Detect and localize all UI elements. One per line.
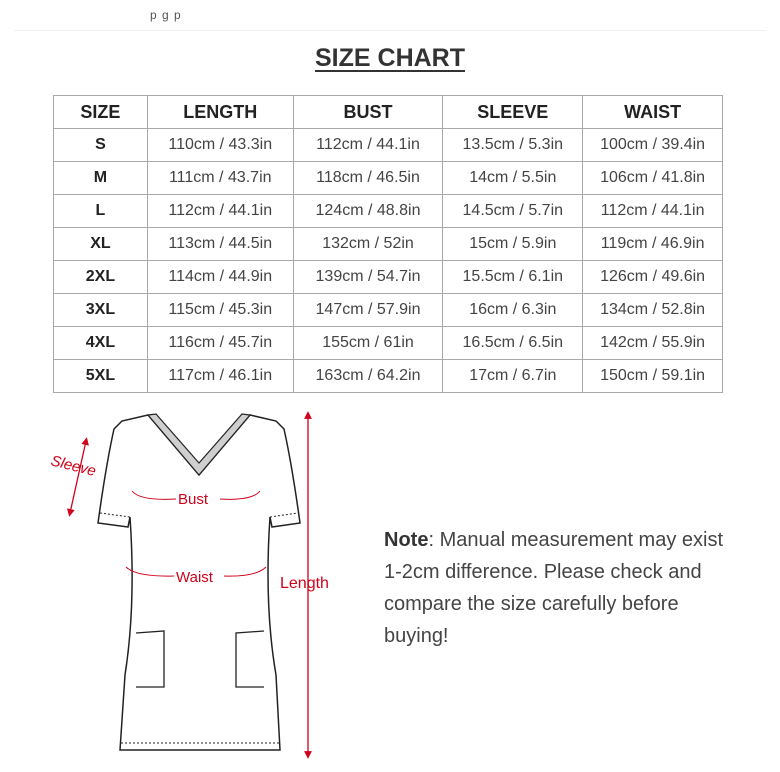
size-cell: L [54,195,148,228]
size-cell: 3XL [54,294,148,327]
waist-label: Waist [176,569,213,586]
top-partial-text: p g p [150,8,182,22]
bust-cell: 163cm / 64.2in [293,360,443,393]
dress-illustration [40,405,350,767]
measurement-note [384,524,724,652]
bust-cell: 118cm / 46.5in [293,162,443,195]
bust-label: Bust [178,491,209,508]
waist-cell: 150cm / 59.1in [583,360,723,393]
waist-cell: 112cm / 44.1in [583,195,723,228]
table-row [54,162,723,195]
size-cell: S [54,129,148,162]
size-cell: 2XL [54,261,148,294]
column-header: SIZE [54,96,148,129]
column-header: WAIST [583,96,723,129]
length-cell: 116cm / 45.7in [147,327,293,360]
length-cell: 111cm / 43.7in [147,162,293,195]
column-header: SLEEVE [443,96,583,129]
sleeve-cell: 14.5cm / 5.7in [443,195,583,228]
dress-measurement-diagram [40,405,350,767]
table-row [54,294,723,327]
waist-cell: 106cm / 41.8in [583,162,723,195]
size-cell: 4XL [54,327,148,360]
table-row [54,228,723,261]
column-header: BUST [293,96,443,129]
sleeve-cell: 15.5cm / 6.1in [443,261,583,294]
sleeve-cell: 14cm / 5.5in [443,162,583,195]
waist-cell: 142cm / 55.9in [583,327,723,360]
column-header: LENGTH [147,96,293,129]
top-divider [14,30,766,31]
waist-cell: 134cm / 52.8in [583,294,723,327]
waist-cell: 100cm / 39.4in [583,129,723,162]
size-chart-table [53,95,723,393]
sleeve-cell: 16.5cm / 6.5in [443,327,583,360]
bust-cell: 132cm / 52in [293,228,443,261]
sleeve-cell: 16cm / 6.3in [443,294,583,327]
length-cell: 112cm / 44.1in [147,195,293,228]
bust-cell: 112cm / 44.1in [293,129,443,162]
sleeve-cell: 13.5cm / 5.3in [443,129,583,162]
length-cell: 114cm / 44.9in [147,261,293,294]
table-row [54,195,723,228]
waist-cell: 119cm / 46.9in [583,228,723,261]
table-row [54,327,723,360]
note-text: : Manual measurement may exist 1-2cm difference. Please check and compare the size carefully before buying! [384,529,724,647]
waist-cell: 126cm / 49.6in [583,261,723,294]
bust-cell: 155cm / 61in [293,327,443,360]
table-header-row [54,96,723,129]
length-cell: 115cm / 45.3in [147,294,293,327]
bust-cell: 139cm / 54.7in [293,261,443,294]
page-title: SIZE CHART [315,44,465,72]
note-label: Note [384,529,429,551]
sleeve-cell: 15cm / 5.9in [443,228,583,261]
sleeve-label: Sleeve [49,452,98,480]
size-cell: XL [54,228,148,261]
length-cell: 117cm / 46.1in [147,360,293,393]
bust-cell: 124cm / 48.8in [293,195,443,228]
length-cell: 110cm / 43.3in [147,129,293,162]
length-cell: 113cm / 44.5in [147,228,293,261]
length-label: Length [280,575,329,592]
size-cell: 5XL [54,360,148,393]
size-cell: M [54,162,148,195]
sleeve-cell: 17cm / 6.7in [443,360,583,393]
bust-cell: 147cm / 57.9in [293,294,443,327]
table-row [54,360,723,393]
table-row [54,129,723,162]
table-row [54,261,723,294]
